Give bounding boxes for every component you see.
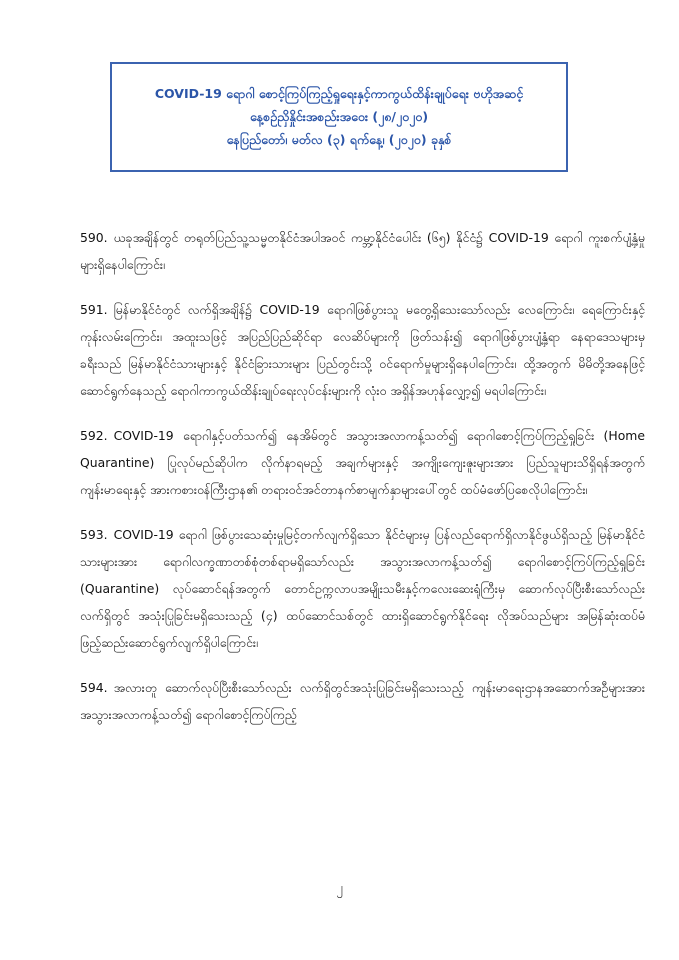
paragraph-593: [80, 521, 645, 656]
paragraph-number: 593.: [80, 527, 108, 543]
paragraph-text: COVID-19 ရောဂါ ဖြစ်ပွားသေဆုံးမှုမြင့်တက်လျက်ရှိသော နိုင်ငံများမှ ပြန်လည်ရောက်ရှိလာနိုင်ဖွယ်ရှိသည့် မြန်မာနိုင်ငံသားများအား ရောဂါလက္ခဏာတစ်စုံတစ်ရာမရှိသော်လည်း အသွားအလာကန့်သတ်၍ ရောဂါစောင့်ကြပ်ကြည့်ရှုခြင်း (Quarantine) လုပ်ဆောင်ရန်အတွက် တောင်ဥက္ကလာပအမျိုးသမီးနှင့်ကလေးဆေးရုံကြီးမှ ဆောက်လုပ်ပြီးစီးသော်လည်း လက်ရှိတွင် အသုံးပြုခြင်းမရှိသေးသည့် (၄) ထပ်ဆောင်သစ်တွင် ထားရှိဆောင်ရွက်နိုင်ရေး လိုအပ်သည်များ အမြန်ဆုံးထပ်မံဖြည့်ဆည်းဆောင်ရွက်လျက်ရှိပါကြောင်း၊: [80, 527, 645, 651]
paragraph-number: 591.: [80, 302, 108, 318]
paragraph-text: COVID-19 ရောဂါနှင့်ပတ်သက်၍ နေအိမ်တွင် အသွားအလာကန့်သတ်၍ ရောဂါစောင့်ကြပ်ကြည့်ရှုခြင်း (Home Quarantine) ပြုလုပ်မည်ဆိုပါက လိုက်နာရမည့် အချက်များနှင့် အကျိုးကျေးဇူးများအား ပြည်သူများသိရှိရန်အတွက် ကျန်းမာရေးနှင့် အားကစားဝန်ကြီးဌာန၏ တရားဝင်အင်တာနက်စာမျက်နှာများပေါ်တွင် ထပ်မံဖော်ပြစေလိုပါကြောင်း၊: [80, 428, 645, 498]
paragraph-590: [80, 224, 645, 278]
header-box: [110, 62, 568, 172]
page-number: ၂: [336, 881, 343, 896]
paragraph-number: 590.: [80, 230, 108, 246]
header-date-line: နေပြည်တော်၊ မတ်လ (၃) ရက်နေ့၊ (၂၀၂၀) ခုနှစ်: [226, 132, 452, 147]
paragraph-591: [80, 296, 645, 404]
paragraph-number: 592.: [80, 428, 108, 444]
paragraph-594: [80, 674, 645, 728]
paragraph-592: [80, 422, 645, 503]
paragraph-number: 594.: [80, 680, 108, 696]
paragraph-text: ယခုအချိန်တွင် တရုတ်ပြည်သူ့သမ္မတနိုင်ငံအပါအဝင် ကမ္ဘာ့နိုင်ငံပေါင်း (၆၅) နိုင်ငံ၌ COVID-19 ရောဂါ ကူးစက်ပျံ့နှံ့မှုများရှိနေပါကြောင်း၊: [80, 230, 645, 273]
paragraph-text: အလားတူ ဆောက်လုပ်ပြီးစီးသော်လည်း လက်ရှိတွင်အသုံးပြုခြင်းမရှိသေးသည့် ကျန်းမာရေးဌာနအဆောက်အဦများအား အသွားအလာကန့်သတ်၍ ရောဂါစောင့်ကြပ်ကြည့်: [80, 680, 645, 723]
minutes-body: [80, 212, 645, 746]
paragraph-text: မြန်မာနိုင်ငံတွင် လက်ရှိအချိန်၌ COVID-19 ရောဂါဖြစ်ပွားသူ မတွေ့ရှိသေးသော်လည်း လေကြောင်း၊ ရေကြောင်းနှင့် ကုန်းလမ်းကြောင်း၊ အထူးသဖြင့် အပြည်ပြည်ဆိုင်ရာ လေဆိပ်များကို ဖြတ်သန်း၍ ရောဂါဖြစ်ပွားပျံ့နှံ့ရာ နေရာဒေသများမှ ခရီးသည် မြန်မာနိုင်ငံသားများနှင့် နိုင်ငံခြားသားများ ပြည်တွင်းသို့ ဝင်ရောက်မှုများရှိနေပါကြောင်း၊ ထို့အတွက် မိမိတို့အနေဖြင့် ဆောင်ရွက်နေသည့် ရောဂါကာကွယ်ထိန်းချုပ်ရေးလုပ်ငန်းများကို လုံးဝ အရှိန်အဟုန်လျှော့၍ မရပါကြောင်း၊: [80, 302, 645, 399]
header-title-line-2: နေ့စဉ်ညှိနှိုင်းအစည်းအဝေး (၂၈/၂၀၂၀): [249, 109, 429, 124]
header-title-line-1: COVID-19 ရောဂါ စောင့်ကြပ်ကြည့်ရှုရေးနှင့်ကာကွယ်ထိန်းချုပ်ရေး ဗဟိုအဆင့်: [154, 86, 524, 101]
